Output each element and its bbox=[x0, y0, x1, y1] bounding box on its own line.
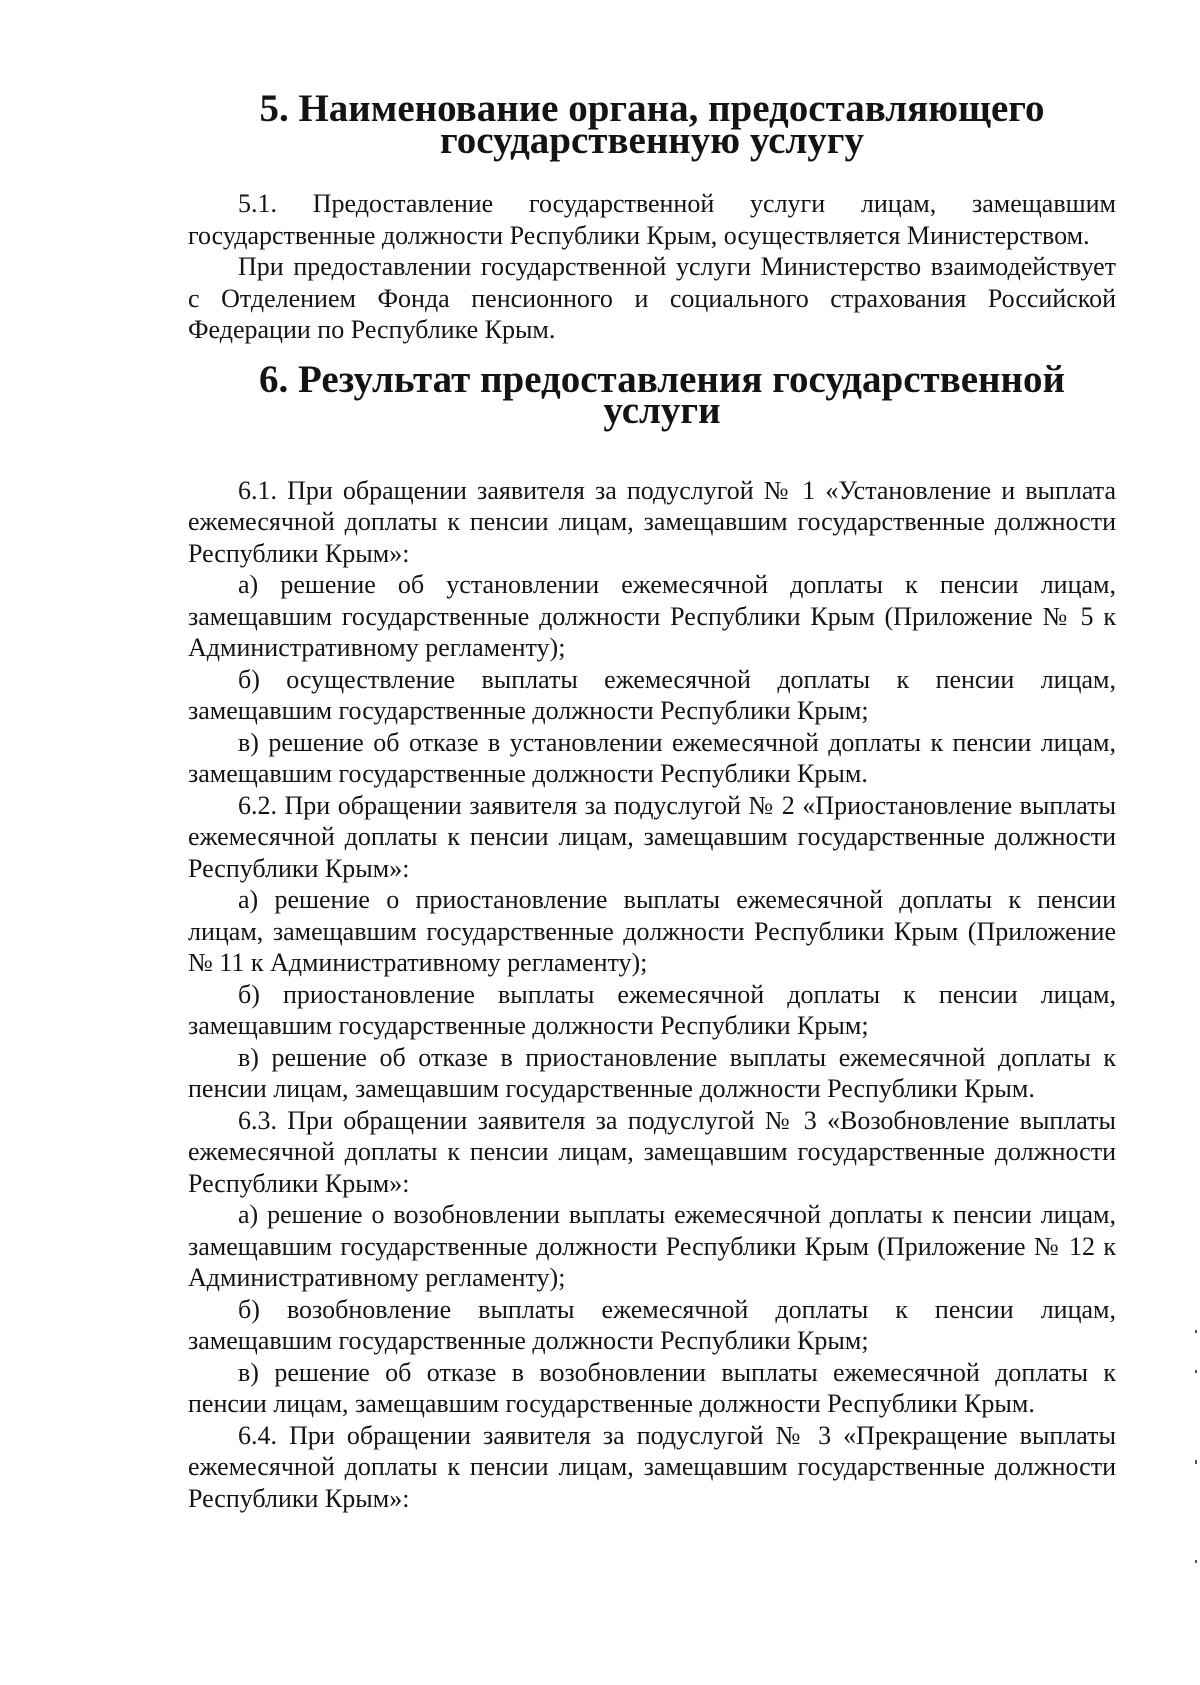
paragraph-6-1-b: б) осуществление выплаты ежемесячной доплаты к пенсии лицам, замещавшим государственные должности Республики Крым; bbox=[188, 664, 1116, 725]
scan-margin-mark bbox=[1195, 1460, 1197, 1464]
section-5-heading bbox=[188, 87, 1116, 162]
section-5-heading-line-1: 5. Наименование органа, предоставляющего bbox=[259, 87, 1045, 130]
paragraph-6-4: 6.4. При обращении заявителя за подуслугой № 3 «Прекращение выплаты ежемесячной доплаты к пенсии лицам, замещавшим государственные должности Республики Крым»: bbox=[188, 1420, 1116, 1513]
paragraph-5-interaction: При предоставлении государственной услуги Министерство взаимодействует с Отделением Фонда пенсионного и социального страхования Российской Федерации по Республике Крым. bbox=[188, 252, 1116, 344]
paragraph-6-3-c: в) решение об отказе в возобновлении выплаты ежемесячной доплаты к пенсии лицам, замещавшим государственные должности Республики Крым. bbox=[188, 1357, 1116, 1418]
scan-margin-mark bbox=[1195, 1370, 1197, 1373]
scan-margin-mark bbox=[1195, 1330, 1197, 1333]
paragraph-6-1: 6.1. При обращении заявителя за подуслугой № 1 «Установление и выплата ежемесячной доплаты к пенсии лицам, замещавшим государственные должности Республики Крым»: bbox=[188, 475, 1116, 568]
scan-margin-mark bbox=[1195, 1560, 1197, 1563]
document-page bbox=[188, 87, 1116, 1514]
paragraph-6-1-a: а) решение об установлении ежемесячной доплаты к пенсии лицам, замещавшим государственные должности Республики Крым (Приложение № 5 к Административному регламенту); bbox=[188, 570, 1116, 662]
paragraph-6-2-a: а) решение о приостановление выплаты ежемесячной доплаты к пенсии лицам, замещавшим государственные должности Республики Крым (Приложение № 11 к Административному регламенту); bbox=[188, 885, 1116, 977]
paragraph-6-2-b: б) приостановление выплаты ежемесячной доплаты к пенсии лицам, замещавшим государственные должности Республики Крым; bbox=[188, 979, 1116, 1040]
paragraph-6-3-b: б) возобновление выплаты ежемесячной доплаты к пенсии лицам, замещавшим государственные должности Республики Крым; bbox=[188, 1294, 1116, 1355]
paragraph-6-2-c: в) решение об отказе в приостановление выплаты ежемесячной доплаты к пенсии лицам, замещавшим государственные должности Республики Крым. bbox=[188, 1042, 1116, 1103]
paragraph-6-3: 6.3. При обращении заявителя за подуслугой № 3 «Возобновление выплаты ежемесячной доплаты к пенсии лицам, замещавшим государственные должности Республики Крым»: bbox=[188, 1105, 1116, 1198]
paragraph-6-3-a: а) решение о возобновлении выплаты ежемесячной доплаты к пенсии лицам, замещавшим государственные должности Республики Крым (Приложение № 12 к Административному регламенту); bbox=[188, 1200, 1116, 1292]
section-5-heading-line-2: государственную услугу bbox=[439, 118, 865, 162]
section-6-heading: 6. Результат предоставления государственной услуги bbox=[259, 357, 1065, 432]
paragraph-5-1: 5.1. Предоставление государственной услуги лицам, замещавшим государственные должности Республики Крым, осуществляется Министерством. bbox=[188, 189, 1116, 250]
paragraph-6-2: 6.2. При обращении заявителя за подуслугой № 2 «Приостановление выплаты ежемесячной доплаты к пенсии лицам, замещавшим государственные должности Республики Крым»: bbox=[188, 790, 1116, 883]
paragraph-6-1-c: в) решение об отказе в установлении ежемесячной доплаты к пенсии лицам, замещавшим государственные должности Республики Крым. bbox=[188, 727, 1116, 788]
